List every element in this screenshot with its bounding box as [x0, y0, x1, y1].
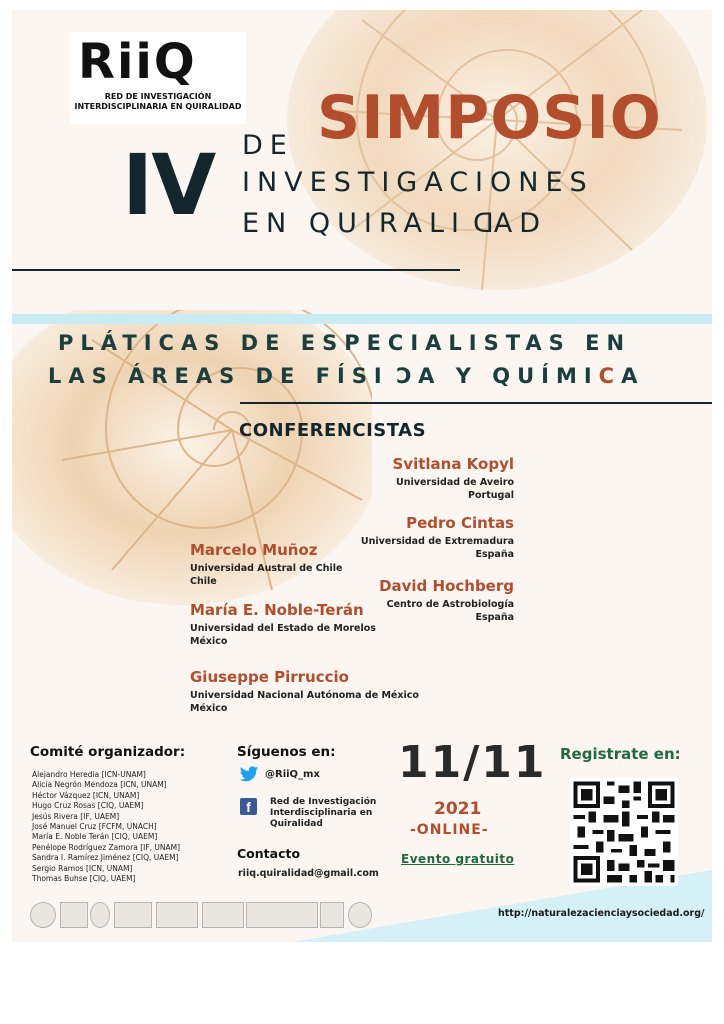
- speaker-left-2: [190, 601, 376, 648]
- speaker-country: España: [475, 612, 514, 623]
- institution-logo-icon: [156, 902, 198, 928]
- subtitle-line-1: PLÁTICAS DE ESPECIALISTAS EN: [58, 331, 632, 355]
- color-band: [12, 314, 712, 324]
- committee-member: Alicia Negrón Mendoza [ICN, UNAM]: [32, 780, 167, 790]
- speaker-affiliation: Universidad Nacional Autónoma de México: [190, 690, 419, 701]
- committee-member: José Manuel Cruz [FCFM, UNACH]: [32, 822, 157, 832]
- speaker-name: Marcelo Muñoz: [190, 541, 318, 559]
- event-price: Evento gratuito: [401, 852, 515, 866]
- committee-member: Alejandro Heredia [ICN-UNAM]: [32, 770, 146, 779]
- event-mode: -ONLINE-: [410, 822, 489, 838]
- speaker-name: María E. Noble-Terán: [190, 601, 364, 619]
- institution-seal-icon: [348, 902, 372, 928]
- speaker-country: Portugal: [468, 490, 514, 501]
- logo-subtitle: [70, 92, 246, 112]
- speaker-affiliation: Universidad del Estado de Morelos: [190, 623, 376, 634]
- institution-logo-icon: [90, 902, 110, 928]
- sponsor-logos: [30, 902, 370, 930]
- title-line-3-b: AD: [493, 208, 548, 239]
- committee-heading: Comité organizador:: [30, 744, 186, 760]
- edition-numeral: IV: [122, 136, 215, 234]
- if-logo-icon: [114, 902, 152, 928]
- logo-subtitle-line1: RED DE INVESTIGACIÓN: [104, 92, 212, 101]
- committee-member: Jesús Rivera [IF, UAEM]: [32, 811, 120, 821]
- committee-member: Héctor Vázquez [ICN, UNAM]: [32, 790, 140, 800]
- title-line-2: INVESTIGACIONES: [242, 167, 594, 198]
- speaker-country: España: [475, 549, 514, 560]
- twitter-icon[interactable]: [239, 766, 259, 783]
- committee-member: Thomas Buhse [CIQ, UAEM]: [32, 874, 136, 884]
- unam-seal-icon: [30, 902, 56, 928]
- subtitle-divider: [240, 402, 712, 404]
- simposio-title: SIMPOSIO: [317, 83, 662, 153]
- title-divider: [12, 269, 460, 271]
- subtitle-line-2-b: A Y QUÍMI: [418, 364, 599, 388]
- speaker-affiliation: Centro de Astrobiología: [386, 599, 514, 610]
- speaker-affiliation: Universidad de Extremadura: [360, 536, 514, 547]
- facebook-page-name[interactable]: [270, 797, 376, 830]
- subtitle-line-2-a: LAS ÁREAS DE FÍSI: [48, 364, 389, 388]
- speaker-name: David Hochberg: [379, 577, 514, 595]
- committee-member: Penélope Rodríguez Zamora [IF, UNAM]: [32, 842, 181, 852]
- contact-email[interactable]: riiq.quiralidad@gmail.com: [238, 868, 379, 879]
- title-line-3-a: EN QUIRALI: [242, 208, 466, 239]
- facebook-icon[interactable]: f: [240, 798, 257, 815]
- poster: [12, 10, 712, 942]
- centro-investigaciones-quimicas-logo-icon: [246, 902, 318, 928]
- register-heading: Registrate en:: [560, 745, 681, 763]
- social-heading: Síguenos en:: [237, 744, 336, 760]
- conferencistas-heading: CONFERENCISTAS: [239, 420, 427, 441]
- subtitle-line-2: [48, 363, 644, 389]
- speaker-right-1: [314, 455, 514, 502]
- speaker-left-3: [190, 668, 419, 715]
- speaker-country: México: [190, 636, 228, 647]
- contact-heading: Contacto: [237, 846, 301, 861]
- speaker-country: México: [190, 703, 228, 714]
- facebook-line-1: Red de Investigación: [270, 797, 377, 807]
- riiq-logo: [70, 32, 246, 124]
- speaker-name: Giuseppe Pirruccio: [190, 668, 349, 686]
- institution-logo-icon: [60, 902, 88, 928]
- committee-member: María E. Noble Terán [CIQ, UAEM]: [32, 832, 158, 842]
- title-line-3-mirrored-letter: D: [465, 208, 494, 239]
- facultad-farmacia-logo-icon: [202, 902, 244, 928]
- registration-qr-code[interactable]: [570, 778, 678, 886]
- committee-member: Sandra I. Ramírez Jiménez [CIQ, UAEM]: [32, 853, 179, 863]
- speaker-affiliation: Universidad de Aveiro: [396, 477, 514, 488]
- speaker-country: Chile: [190, 576, 217, 587]
- subtitle-line-2-c: A: [621, 364, 645, 388]
- committee-member: Hugo Cruz Rosas [CIQ, UAEM]: [32, 801, 144, 811]
- logo-subtitle-line2: INTERDISCIPLINARIA EN QUIRALIDAD: [74, 102, 242, 111]
- title-line-3: [242, 209, 547, 239]
- event-date: 11/11: [398, 737, 547, 788]
- nautilus-shell-top: [282, 10, 712, 310]
- speaker-name: Pedro Cintas: [406, 514, 514, 532]
- institution-logo-icon: [320, 902, 344, 928]
- facebook-line-3: Quiralidad: [270, 819, 323, 829]
- title-line-1: DE: [242, 130, 294, 161]
- event-year: 2021: [434, 799, 482, 819]
- committee-member: Sergio Ramos [ICN, UNAM]: [32, 863, 133, 873]
- committee-list: [32, 770, 180, 884]
- twitter-handle[interactable]: @RiiQ_mx: [265, 769, 320, 780]
- facebook-line-2: Interdisciplinaria en: [270, 808, 373, 818]
- subtitle-mirrored-letter: C: [388, 364, 412, 388]
- speaker-affiliation: Universidad Austral de Chile: [190, 563, 343, 574]
- logo-mark: RiiQ: [78, 34, 197, 90]
- speaker-right-2: [314, 514, 514, 561]
- subtitle-accent-letter: C: [598, 364, 622, 388]
- register-url[interactable]: http://naturalezacienciaysociedad.org/: [498, 908, 705, 919]
- speaker-name: Svitlana Kopyl: [392, 455, 514, 473]
- speaker-left-1: [190, 541, 343, 588]
